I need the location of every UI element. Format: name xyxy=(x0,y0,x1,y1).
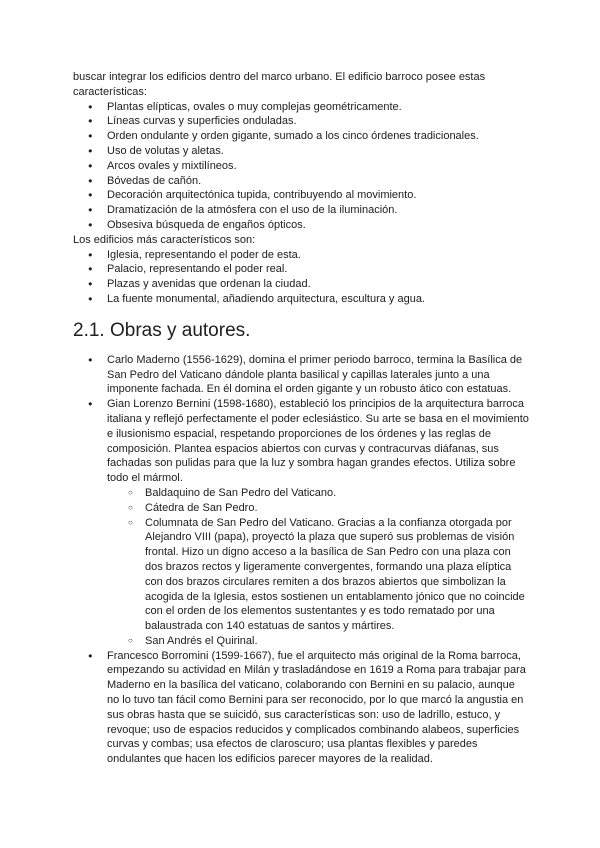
buildings-paragraph: Los edificios más característicos son: xyxy=(73,233,256,246)
list-item: ● Bóvedas de cañón. xyxy=(73,174,529,189)
list-item: ● Plantas elípticas, ovales o muy complejas geométricamente. xyxy=(73,100,529,115)
list-item: ● Iglesia, representando el poder de esta. xyxy=(73,248,529,263)
list-item: ● Palacio, representando el poder real. xyxy=(73,262,529,277)
sub-list-item: ○ Baldaquino de San Pedro del Vaticano. xyxy=(73,486,529,501)
list-item: ● Uso de volutas y aletas. xyxy=(73,144,529,159)
sub-list-item: ○ Cátedra de San Pedro. xyxy=(73,501,529,516)
bernini-text: Gian Lorenzo Bernini (1598-1680), estableció los principios de la arquitectura barroca italiana y reflejó perfectamente el poder eclesiástico. Su arte se basa en el movimiento e ilusionismo espacial, respetando proporciones de los órdenes y las reglas de composición. Plantea espacios abiertos con curvas y contracurvas diáfanas, sus fachadas son pulidas para que la luz y sombra hagan grandes efectos. Utiliza sobre todo el mármol. xyxy=(107,398,529,485)
baroque-features-list xyxy=(73,100,529,233)
buildings-list xyxy=(73,248,529,307)
list-item: ● Dramatización de la atmósfera con el uso de la iluminación. xyxy=(73,203,529,218)
bernini-works-list xyxy=(107,486,529,649)
intro-paragraph: buscar integrar los edificios dentro del marco urbano. El edificio barroco posee estas características: xyxy=(73,71,486,98)
sub-list-item: ○ Columnata de San Pedro del Vaticano. Gracias a la confianza otorgada por Alejandro VIII (papa), proyectó la plaza que superó sus problemas de visión frontal. Hizo un digno acceso a la basílica de San Pedro con una plaza con dos brazos rectos y ligeramente convergentes, formando una plaza elíptica con dos brazos circulares remiten a dos brazos abiertos que simbolizan la acogida de la Iglesia, estos sostienen un entablamento jónico que no coincide con el orden de los elementos sustentantes y es todo rematado por una balaustrada con 140 estatuas de santos y mártires. xyxy=(73,516,529,634)
list-item: ● Obsesiva búsqueda de engaños ópticos. xyxy=(73,218,529,233)
document-content xyxy=(73,70,529,767)
list-item: ● Orden ondulante y orden gigante, sumado a los cinco órdenes tradicionales. xyxy=(73,129,529,144)
list-item: ● La fuente monumental, añadiendo arquitectura, escultura y agua. xyxy=(73,292,529,307)
list-item: ● Decoración arquitectónica tupida, contribuyendo al movimiento. xyxy=(73,188,529,203)
sub-list-item: ○ San Andrés el Quirinal. xyxy=(73,634,529,649)
borromini-item: ● Francesco Borromini (1599-1667), fue el arquitecto más original de la Roma barroca, empezando su actividad en Milán y trasladándose en 1619 a Roma para trabajar para Maderno en la basílica del vaticano, colaborando con Bernini en su palacio, aunque no lo tuvo tan fácil como Bernini para ser reconocido, por lo que marcó la angustia en sus obras hasta que se suicidó, sus características son: uso de ladrillo, estuco, y revoque; uso de espacios reducidos y complicados combinando alabeos, superficies curvas y combas; usa efectos de claroscuro; usa plantas flexibles y paredes ondulantes que hacen los edificios parecer mayores de la realidad. xyxy=(73,649,529,767)
list-item: ● Plazas y avenidas que ordenan la ciudad. xyxy=(73,277,529,292)
list-item: ● Arcos ovales y mixtilíneos. xyxy=(73,159,529,174)
works-list xyxy=(73,353,529,767)
list-item: ● Líneas curvas y superficies onduladas. xyxy=(73,114,529,129)
maderno-item: ● Carlo Maderno (1556-1629), domina el primer periodo barroco, termina la Basílica de San Pedro del Vaticano dándole planta basilical y capillas laterales junto a una imponente fachada. En él domina el orden gigante y un robusto ático con estatuas. xyxy=(73,353,529,397)
bernini-item xyxy=(73,397,529,649)
section-heading: 2.1. Obras y autores. xyxy=(73,319,251,341)
